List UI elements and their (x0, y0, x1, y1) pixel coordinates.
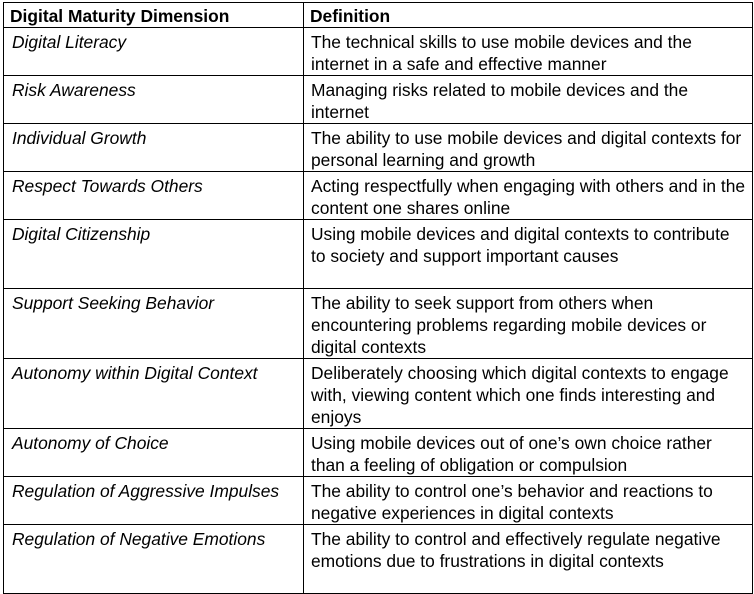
definition-cell: Acting respectfully when engaging with others and in the content one shares online (304, 172, 753, 220)
definition-cell: The ability to control and effectively regulate negative emotions due to frustrations in digital contexts (304, 525, 753, 594)
definition-cell: Using mobile devices out of one’s own choice rather than a feeling of obligation or compulsion (304, 429, 753, 477)
header-dimension: Digital Maturity Dimension (4, 3, 304, 28)
dimension-cell: Digital Literacy (4, 28, 304, 76)
table-row (4, 477, 753, 525)
table-row (4, 172, 753, 220)
table-header-row (4, 3, 753, 28)
table-row (4, 525, 753, 594)
dimension-cell: Support Seeking Behavior (4, 289, 304, 359)
dimension-cell: Individual Growth (4, 124, 304, 172)
definition-cell: The technical skills to use mobile devices and the internet in a safe and effective manner (304, 28, 753, 76)
definition-cell: The ability to control one’s behavior and reactions to negative experiences in digital contexts (304, 477, 753, 525)
table-row (4, 359, 753, 429)
table-row (4, 124, 753, 172)
dimension-cell: Autonomy within Digital Context (4, 359, 304, 429)
definition-cell: The ability to use mobile devices and digital contexts for personal learning and growth (304, 124, 753, 172)
digital-maturity-table (3, 2, 753, 594)
definition-cell: Deliberately choosing which digital contexts to engage with, viewing content which one finds interesting and enjoys (304, 359, 753, 429)
table-row (4, 429, 753, 477)
dimension-cell: Digital Citizenship (4, 220, 304, 289)
dimension-cell: Risk Awareness (4, 76, 304, 124)
table-row (4, 220, 753, 289)
definition-cell: The ability to seek support from others when encountering problems regarding mobile devices or digital contexts (304, 289, 753, 359)
header-definition: Definition (304, 3, 753, 28)
table-row (4, 289, 753, 359)
definition-cell: Managing risks related to mobile devices and the internet (304, 76, 753, 124)
table-row (4, 76, 753, 124)
dimension-cell: Autonomy of Choice (4, 429, 304, 477)
table-row (4, 28, 753, 76)
dimension-cell: Regulation of Aggressive Impulses (4, 477, 304, 525)
dimension-cell: Respect Towards Others (4, 172, 304, 220)
dimension-cell: Regulation of Negative Emotions (4, 525, 304, 594)
definition-cell: Using mobile devices and digital contexts to contribute to society and support important causes (304, 220, 753, 289)
